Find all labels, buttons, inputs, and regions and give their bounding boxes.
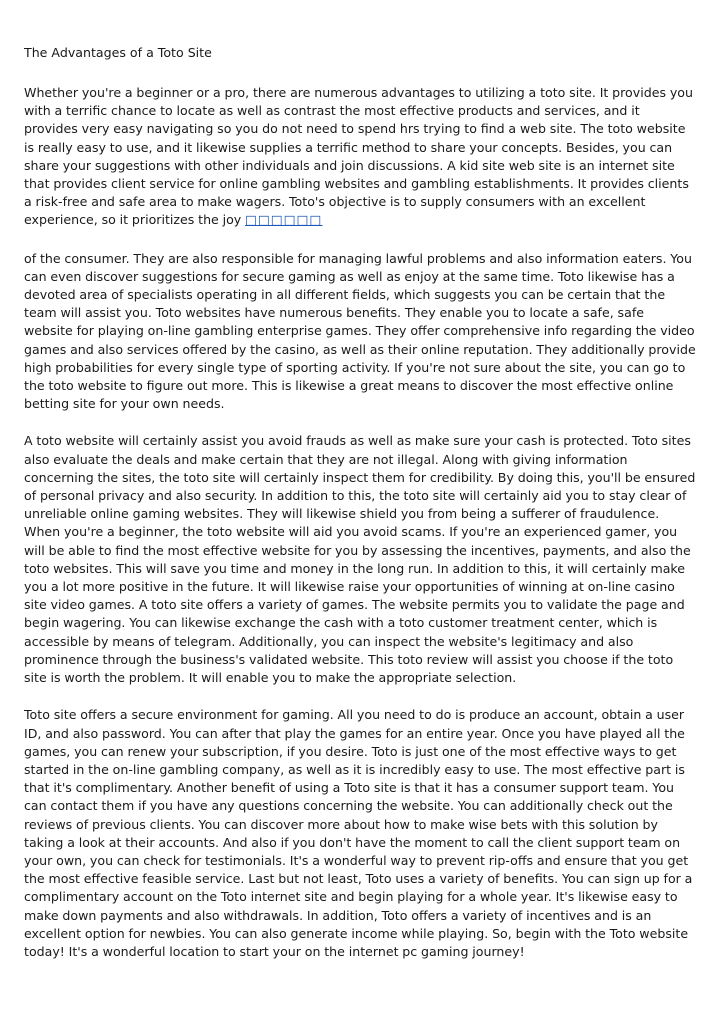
paragraph-2: of the consumer. They are also responsible for managing lawful problems and also information eaters. You can even discover suggestions for secure gaming as well as enjoy at the same time. Toto likewise has a devoted area of specialists operating in all different fields, which suggests you can be certain that the team will assist you. Toto websites have numerous benefits. They enable you to locate a safe, safe website for playing on-line gambling enterprise games. They offer comprehensive info regarding the video games and also services offered by the casino, as well as their online reputation. They additionally provide high probabilities for every single type of sporting activity. If you're not sure about the site, you can go to the toto website to figure out more. This is likewise a great means to discover the most effective online betting site for your own needs. bbox=[24, 250, 696, 412]
paragraph-1-text: Whether you're a beginner or a pro, there are numerous advantages to utilizing a toto site. It provides you with a terrific chance to locate as well as contrast the most effective products and services, and it provides very easy navigating so you do not need to spend hrs trying to find a web site. The toto website is really easy to use, and it likewise supplies a terrific method to share your concepts. Besides, you can share your suggestions with other individuals and join discussions. A kid site web site is an internet site that provides client service for online gambling websites and gambling establishments. It provides clients a risk-free and safe area to make wagers. Toto's objective is to supply consumers with an excellent experience, so it prioritizes the joy bbox=[24, 85, 693, 228]
paragraph-1 bbox=[24, 84, 696, 230]
paragraph-3: A toto website will certainly assist you avoid frauds as well as make sure your cash is protected. Toto sites also evaluate the deals and make certain that they are not illegal. Along with giving information concerning the sites, the toto site will certainly inspect them for credibility. By doing this, you'll be ensured of personal privacy and also security. In addition to this, the toto site will certainly aid you to stay clear of unreliable online gaming websites. They will likewise shield you from being a sufferer of fraudulence. When you're a beginner, the toto website will aid you avoid scams. If you're an experienced gamer, you will be able to find the most effective website for you by assessing the incentives, payments, and also the toto websites. This will save you time and money in the long run. In addition to this, it will certainly make you a lot more positive in the future. It will likewise raise your opportunities of winning at on-line casino site video games. A toto site offers a variety of games. The website permits you to validate the page and begin wagering. You can likewise exchange the cash with a toto customer treatment center, which is accessible by means of telegram. Additionally, you can inspect the website's legitimacy and also prominence through the business's validated website. This toto review will assist you choose if the toto site is worth the problem. It will enable you to make the appropriate selection. bbox=[24, 433, 696, 686]
document-title: The Advantages of a Toto Site bbox=[24, 45, 212, 60]
inline-link[interactable]: □□□□□□ bbox=[245, 212, 323, 228]
paragraph-4: Toto site offers a secure environment for gaming. All you need to do is produce an account, obtain a user ID, and also password. You can after that play the games for an entire year. Once you have played all the games, you can renew your subscription, if you desire. Toto is just one of the most effective ways to get started in the on-line gambling company, as well as it is incredibly easy to use. The most effective part is that it's complimentary. Another benefit of using a Toto site is that it has a consumer support team. You can contact them if you have any questions concerning the website. You can additionally check out the reviews of previous clients. You can discover more about how to make wise bets with this solution by taking a look at their accounts. And also if you don't have the moment to call the client support team on your own, you can check for testimonials. It's a wonderful way to prevent rip-offs and ensure that you get the most effective feasible service. Last but not least, Toto uses a variety of benefits. You can sign up for a complimentary account on the Toto internet site and begin playing for a whole year. It's likewise easy to make down payments and also withdrawals. In addition, Toto offers a variety of incentives and is an excellent option for newbies. You can also generate income while playing. So, begin with the Toto website today! It's a wonderful location to start your on the internet pc gaming journey! bbox=[24, 707, 693, 959]
